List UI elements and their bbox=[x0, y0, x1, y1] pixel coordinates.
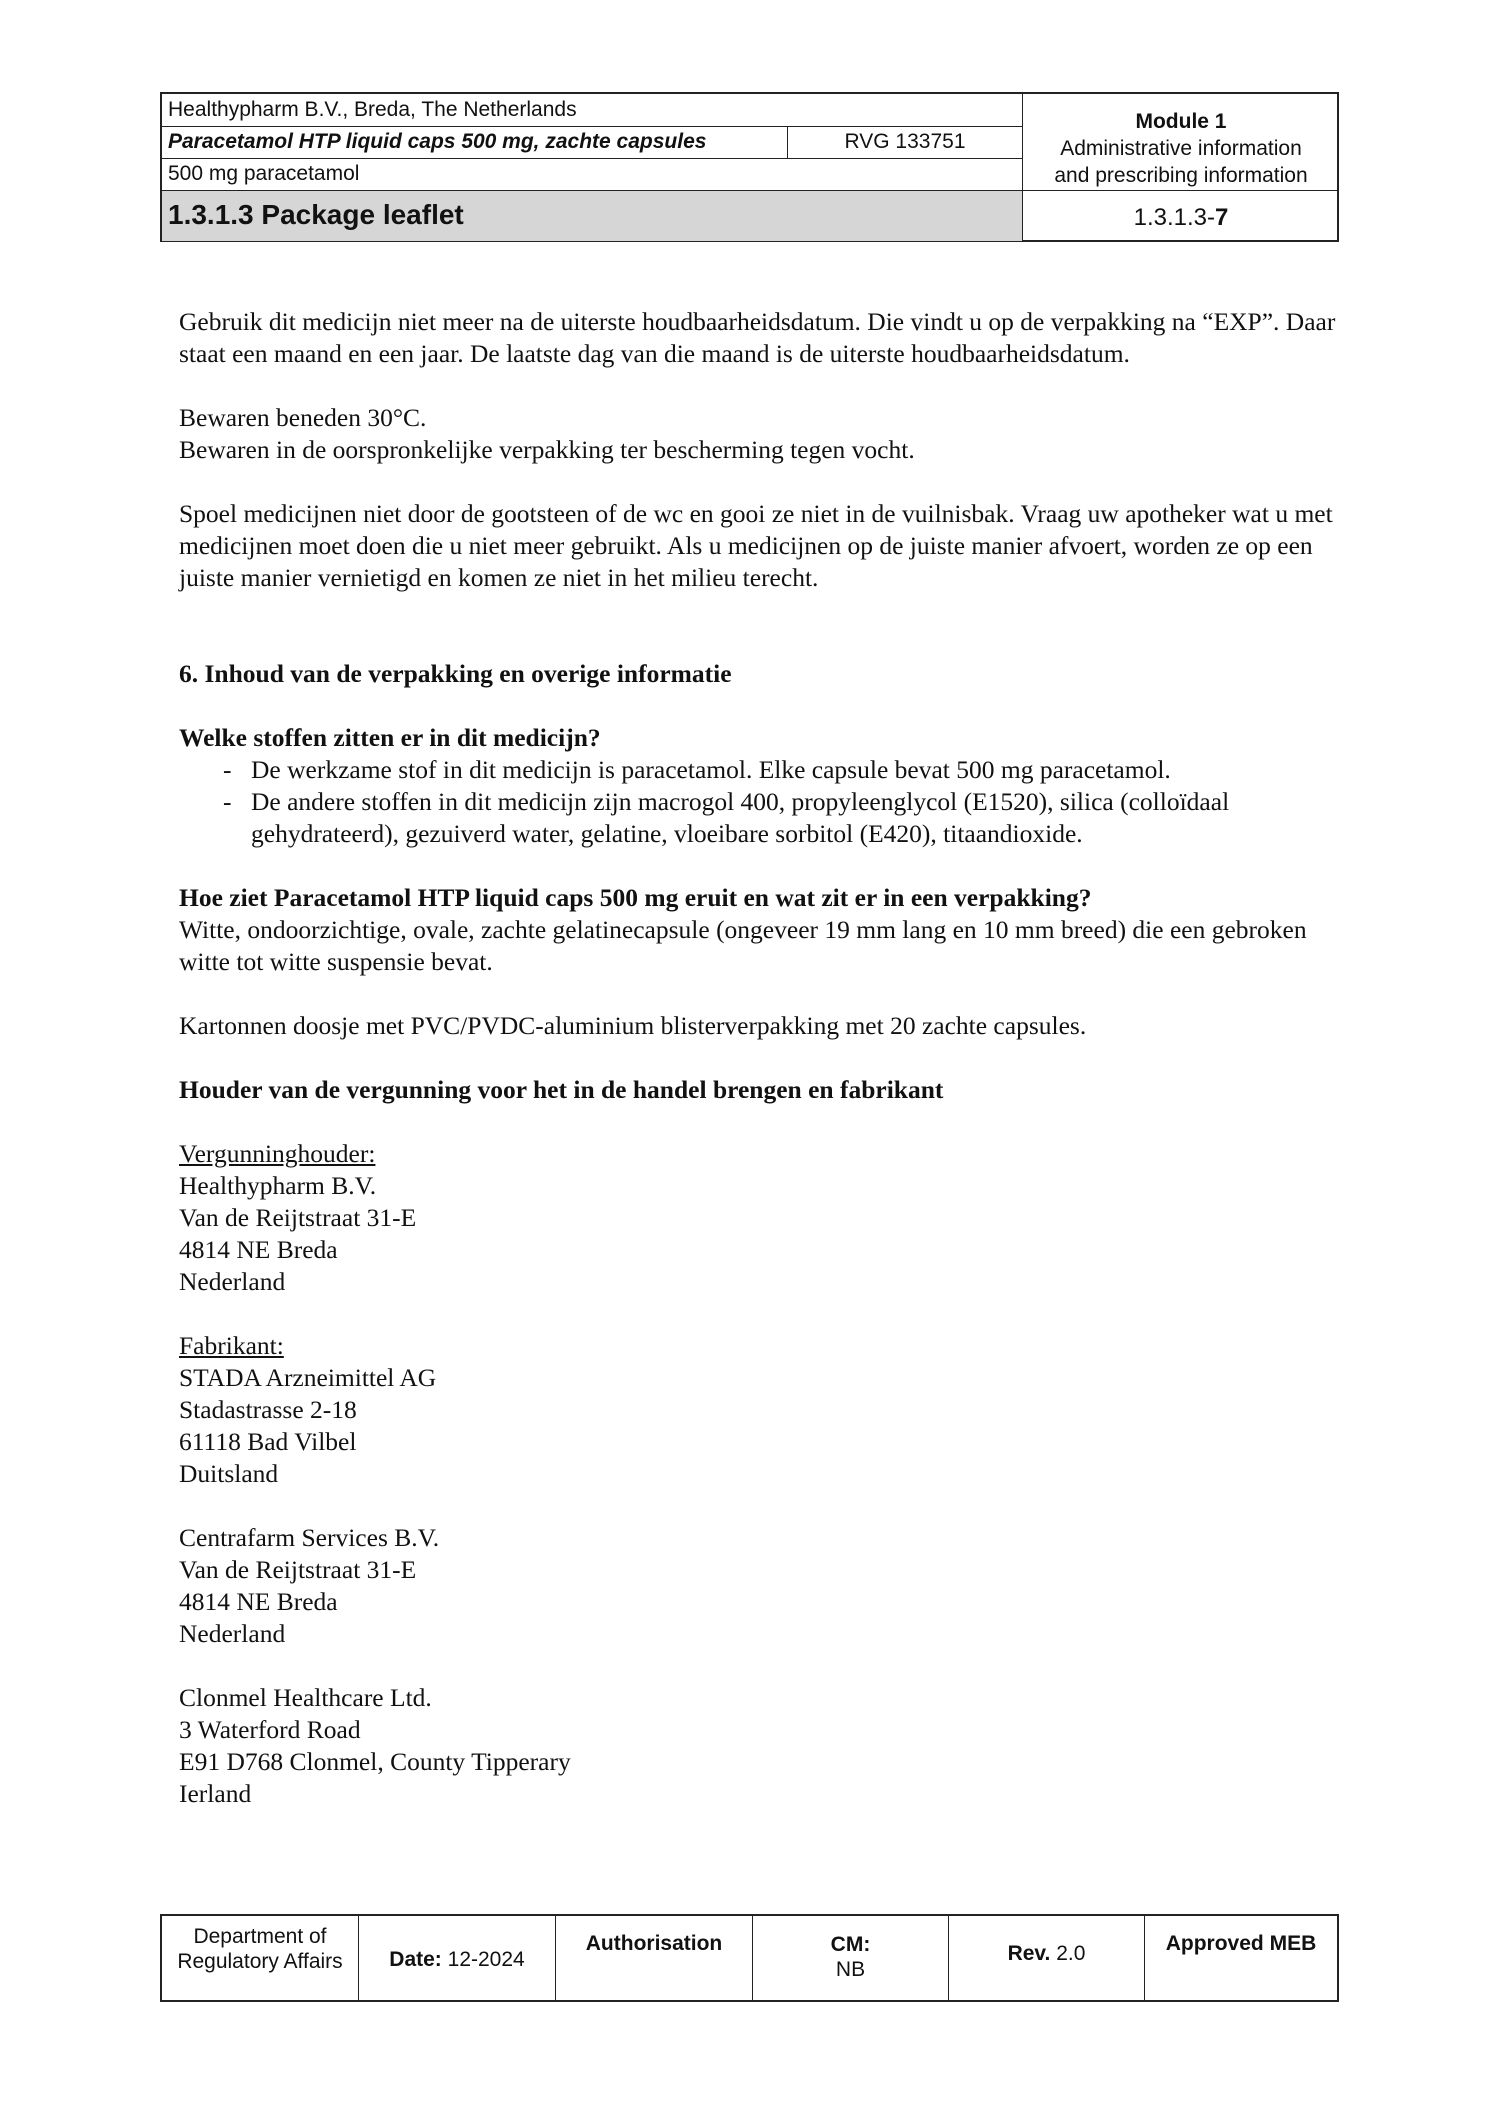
address-line: 3 Waterford Road bbox=[179, 1715, 361, 1744]
address-line: Duitsland bbox=[179, 1459, 279, 1488]
list-item: - De werkzame stof in dit medicijn is paracetamol. Elke capsule bevat 500 mg paracetamol. bbox=[179, 754, 1339, 786]
address-line: Nederland bbox=[179, 1267, 286, 1296]
module-subtitle-line-1: Administrative information bbox=[1060, 137, 1302, 160]
address-line: Van de Reijtstraat 31-E bbox=[179, 1203, 417, 1232]
product-name: Paracetamol HTP liquid caps 500 mg, zachte capsules bbox=[162, 127, 788, 159]
date-value: 12-2024 bbox=[447, 1948, 525, 1971]
address-line: Van de Reijtstraat 31-E bbox=[179, 1555, 417, 1584]
module-box bbox=[1022, 94, 1339, 191]
company-name: Healthypharm B.V., Breda, The Netherlands bbox=[162, 94, 1022, 127]
address-line: Stadastrasse 2-18 bbox=[179, 1395, 357, 1424]
address-line: 61118 Bad Vilbel bbox=[179, 1427, 357, 1456]
department-line-1: Department of bbox=[193, 1925, 327, 1948]
department-line-2: Regulatory Affairs bbox=[177, 1950, 343, 1973]
expiry-paragraph: Gebruik dit medicijn niet meer na de uiterste houdbaarheidsdatum. Die vindt u op de verpakking na “EXP”. Daar staat een maand en een jaar. De laatste dag van die maand is de uiterste houdbaarheidsdatum. bbox=[179, 307, 1336, 368]
appearance-paragraph: Witte, ondoorzichtige, ovale, zachte gelatinecapsule (ongeveer 19 mm lang en 10 mm breed) die een gebroken witte tot witte suspensie bevat. bbox=[179, 915, 1307, 976]
substances-heading: Welke stoffen zitten er in dit medicijn? bbox=[179, 723, 601, 752]
holder-heading: Houder van de vergunning voor het in de handel brengen en fabrikant bbox=[179, 1075, 944, 1104]
page-number: 7 bbox=[1215, 204, 1229, 231]
rev-label: Rev. bbox=[1007, 1942, 1051, 1965]
storage-line-2: Bewaren in de oorspronkelijke verpakking ter bescherming tegen vocht. bbox=[179, 435, 915, 464]
appearance-heading: Hoe ziet Paracetamol HTP liquid caps 500 mg eruit en wat zit er in een verpakking? bbox=[179, 883, 1092, 912]
footer-authorisation: Authorisation bbox=[556, 1916, 753, 2000]
address-line: Healthypharm B.V. bbox=[179, 1171, 377, 1200]
rev-value: 2.0 bbox=[1056, 1942, 1086, 1965]
cm-label: CM: bbox=[830, 1933, 871, 1956]
module-title: Module 1 bbox=[1135, 110, 1227, 133]
footer-revision bbox=[949, 1916, 1145, 2000]
address-line: 4814 NE Breda bbox=[179, 1587, 338, 1616]
date-label: Date: bbox=[389, 1948, 442, 1971]
rvg-number: RVG 133751 bbox=[788, 127, 1022, 159]
section-title: 1.3.1.3 Package leaflet bbox=[162, 191, 1022, 241]
address-line: E91 D768 Clonmel, County Tipperary bbox=[179, 1747, 571, 1776]
document-footer bbox=[160, 1914, 1339, 2002]
product-strength: 500 mg paracetamol bbox=[162, 159, 1022, 191]
address-line: Nederland bbox=[179, 1619, 286, 1648]
storage-line-1: Bewaren beneden 30°C. bbox=[179, 403, 427, 432]
cm-value: NB bbox=[835, 1958, 866, 1981]
footer-approved: Approved MEB bbox=[1165, 1932, 1317, 1955]
footer-department bbox=[162, 1916, 359, 2000]
leaflet-body bbox=[179, 306, 1339, 1810]
address-line: Clonmel Healthcare Ltd. bbox=[179, 1683, 432, 1712]
substance-active: De werkzame stof in dit medicijn is paracetamol. Elke capsule bevat 500 mg paracetamol. bbox=[251, 755, 1171, 784]
substance-other: De andere stoffen in dit medicijn zijn macrogol 400, propyleenglycol (E1520), silica (colloïdaal gehydrateerd), gezuiverd water, gelatine, vloeibare sorbitol (E420), titaandioxide. bbox=[251, 787, 1230, 848]
package-paragraph: Kartonnen doosje met PVC/PVDC-aluminium blisterverpakking met 20 zachte capsules. bbox=[179, 1011, 1087, 1040]
section-number-prefix: 1.3.1.3- bbox=[1133, 204, 1216, 231]
address-line: STADA Arzneimittel AG bbox=[179, 1363, 437, 1392]
address-line: Ierland bbox=[179, 1779, 252, 1808]
address-line: Centrafarm Services B.V. bbox=[179, 1523, 440, 1552]
section-page-number bbox=[1022, 191, 1339, 241]
document-header bbox=[160, 92, 1339, 242]
address-line: 4814 NE Breda bbox=[179, 1235, 338, 1264]
disposal-paragraph: Spoel medicijnen niet door de gootsteen of de wc en gooi ze niet in de vuilnisbak. Vraag uw apotheker wat u met medicijnen moet doen die u niet meer gebruikt. Als u medicijnen op de juiste manier afvoert, worden ze op een juiste manier vernietigd en komen ze niet in het milieu terecht. bbox=[179, 499, 1333, 592]
module-subtitle-line-2: and prescribing information bbox=[1054, 164, 1308, 187]
manufacturer-label: Fabrikant: bbox=[179, 1331, 284, 1360]
holder-label: Vergunninghouder: bbox=[179, 1139, 376, 1168]
section-6-heading: 6. Inhoud van de verpakking en overige informatie bbox=[179, 659, 732, 688]
list-item: - De andere stoffen in dit medicijn zijn macrogol 400, propyleenglycol (E1520), silica (colloïdaal gehydrateerd), gezuiverd water, gelatine, vloeibare sorbitol (E420), titaandioxide. bbox=[179, 786, 1339, 850]
footer-date bbox=[359, 1916, 556, 2000]
footer-cm bbox=[753, 1916, 949, 2000]
